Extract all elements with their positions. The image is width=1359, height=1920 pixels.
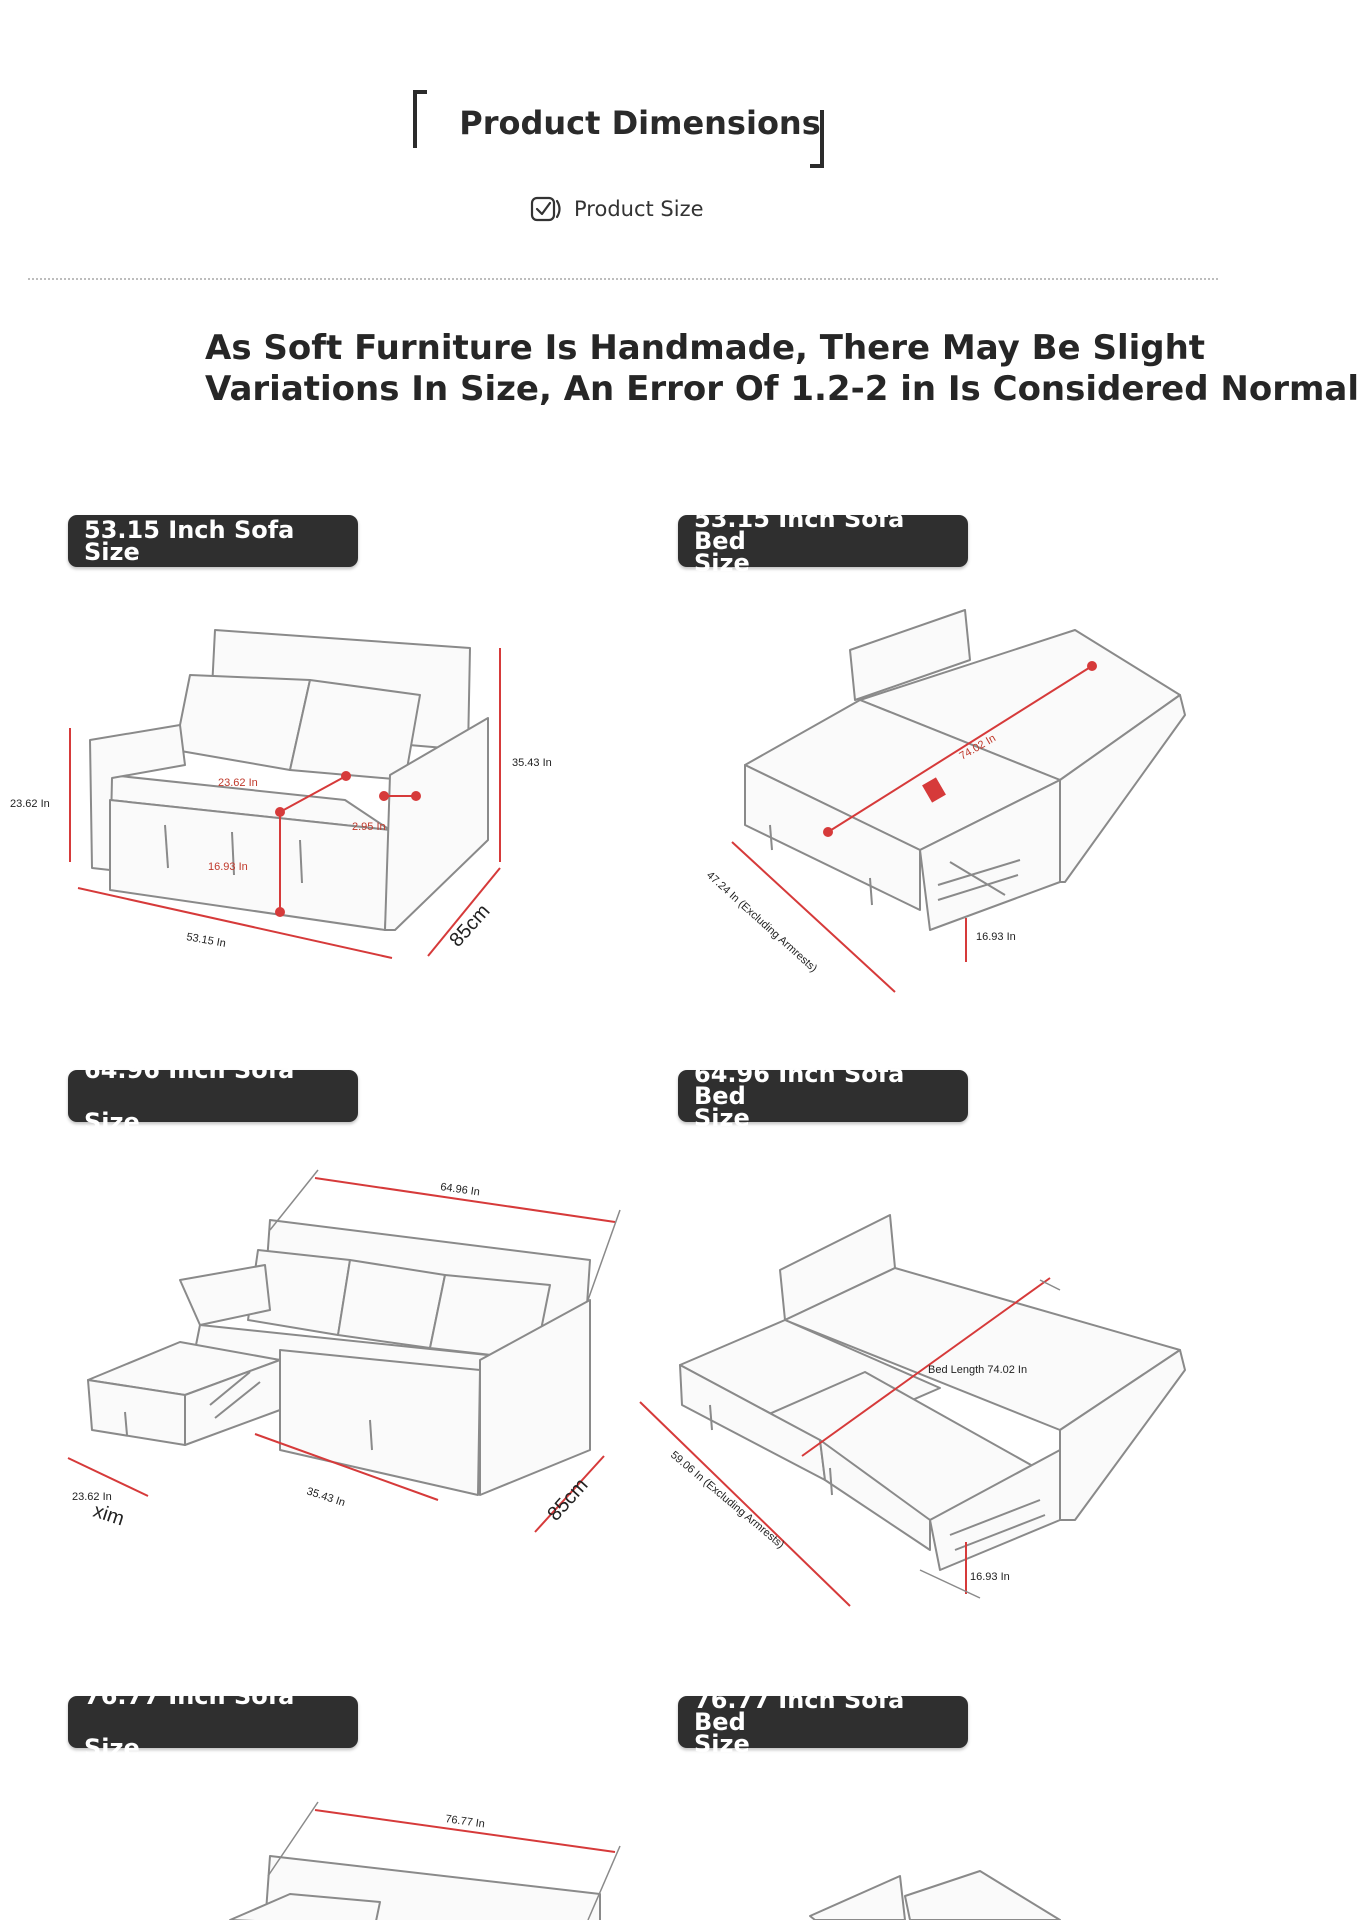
- badge-line-1: 53.15 Inch Sofa: [84, 516, 295, 544]
- label-arm-gap: 2.95 In: [352, 821, 386, 833]
- label-bed-width: 59.06 In (Excluding Armrests): [668, 1449, 787, 1552]
- diagram-53-sofa-bed: [620, 600, 1220, 1020]
- badge-line-1: 53.15 Inch Sofa Bed: [694, 505, 905, 555]
- size-notice: [205, 328, 1359, 410]
- header: [0, 0, 1240, 290]
- badge-line-2: Size: [84, 538, 140, 566]
- label-width: 64.96 In: [439, 1181, 481, 1199]
- label-height: 23.62 In: [10, 798, 50, 810]
- checkbox-icon: [530, 195, 564, 223]
- badge-64-sofa: [68, 1056, 358, 1136]
- page-title: Product Dimensions: [459, 104, 821, 142]
- badge-76-sofa: [68, 1682, 358, 1762]
- label-bed-length: Bed Length 74.02 In: [928, 1364, 1028, 1376]
- subtitle-row: [530, 194, 704, 224]
- notice-line-1: As Soft Furniture Is Handmade, There May Be Slight: [205, 328, 1206, 368]
- label-depth: 85cm: [543, 1474, 593, 1526]
- label-bed-width: 47.24 In (Excluding Armrests): [703, 869, 820, 975]
- label-ottoman: 23.62 In: [72, 1491, 112, 1503]
- diagram-64-sofa: [0, 1150, 620, 1550]
- label-ottoman-extra: xim: [90, 1499, 127, 1531]
- label-width: 76.77 In: [444, 1813, 486, 1831]
- diagram-76-sofa-bed: [620, 1776, 1220, 1920]
- label-bed-height: 16.93 In: [970, 1571, 1010, 1583]
- label-seat-height: 16.93 In: [208, 861, 248, 873]
- notice-line-2: Variations In Size, An Error Of 1.2-2 in Is Considered Normal: [205, 369, 1359, 409]
- label-bed-height: 16.93 In: [976, 931, 1016, 943]
- subtitle: Product Size: [574, 197, 704, 221]
- badge-53-sofa: [68, 515, 358, 567]
- badge-line-2: Size: [694, 1730, 750, 1758]
- diagram-76-sofa: [0, 1776, 620, 1920]
- diagram-64-sofa-bed: [620, 1150, 1220, 1620]
- title-bracket-left: [413, 90, 427, 148]
- label-bed-length: 74.02 In: [957, 732, 998, 763]
- badge-76-sofa-bed: [678, 1686, 968, 1758]
- badge-line-1: 76.77 Inch Sofa Bed: [694, 1686, 905, 1736]
- label-back-height: 35.43 In: [512, 757, 552, 769]
- badge-64-sofa-bed: [678, 1060, 968, 1132]
- badge-line-1: 64.96 Inch Sofa Bed: [694, 1060, 905, 1110]
- badge-53-sofa-bed: [678, 505, 968, 577]
- badge-line-1: 64.96 Inch Sofa Size: [84, 1056, 295, 1136]
- badge-line-2: Size: [694, 1104, 750, 1132]
- label-seat-depth: 23.62 In: [218, 777, 258, 789]
- badge-line-2: Size: [694, 549, 750, 577]
- badge-line-1: 76.77 Inch Sofa Size: [84, 1682, 295, 1762]
- title-bracket-right: [810, 110, 824, 168]
- diagram-53-sofa: [0, 600, 600, 970]
- divider: [28, 278, 1218, 280]
- label-depth: 85cm: [445, 900, 495, 952]
- label-width: 53.15 In: [185, 931, 227, 950]
- label-front: 35.43 In: [305, 1485, 347, 1510]
